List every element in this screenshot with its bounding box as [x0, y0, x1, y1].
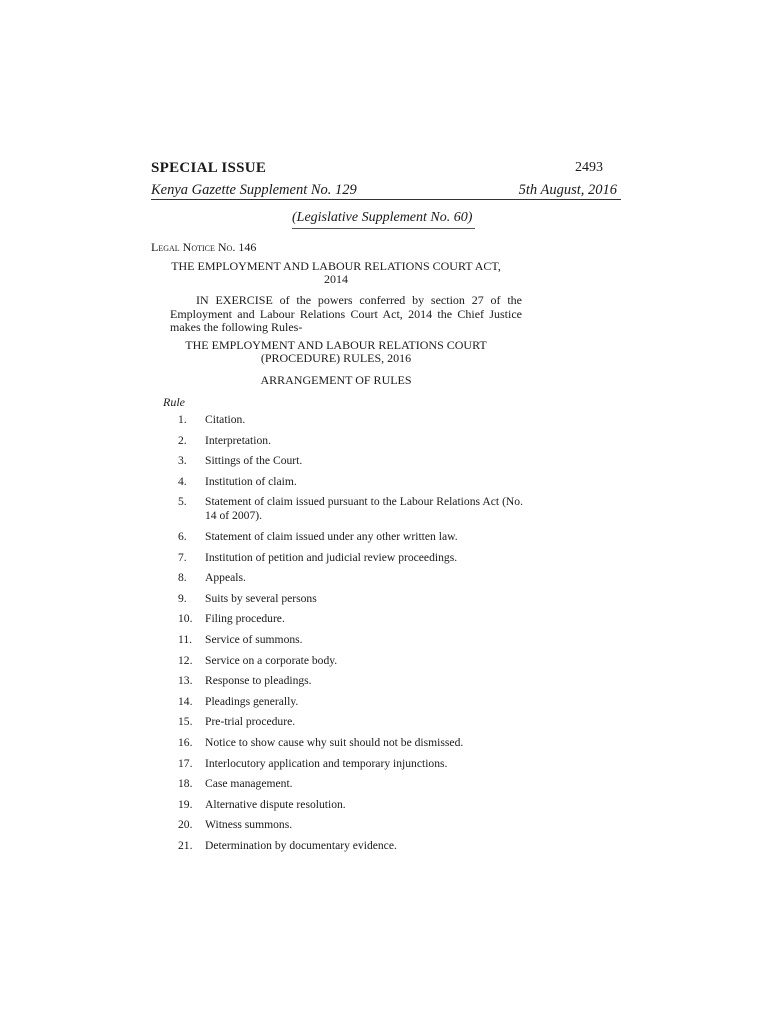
rule-text: Pre-trial procedure. — [205, 715, 296, 729]
exercise-paragraph: IN EXERCISE of the powers conferred by section 27 of the Employment and Labour Relations Court Act, 2014 the Chief Justice makes the following Rules- — [170, 293, 522, 334]
rules-title — [150, 339, 522, 365]
rule-item — [170, 434, 530, 448]
rule-number: 18. — [178, 777, 193, 791]
act-title — [150, 260, 522, 286]
publication-date: 5th August, 2016 — [518, 182, 617, 198]
rules-list — [170, 413, 530, 853]
rule-number: 8. — [178, 571, 187, 585]
rule-number: 4. — [178, 474, 187, 488]
act-title-line1: THE EMPLOYMENT AND LABOUR RELATIONS COURT ACT, — [171, 259, 501, 273]
rule-item — [170, 475, 530, 489]
rule-text: Response to pleadings. — [205, 674, 312, 688]
rule-number: 9. — [178, 591, 187, 605]
rule-item — [170, 757, 530, 771]
rule-number: 12. — [178, 653, 193, 667]
rule-number: 10. — [178, 612, 193, 626]
rule-text: Service on a corporate body. — [205, 653, 338, 667]
rule-text: Statement of claim issued under any other written law. — [205, 529, 458, 543]
rule-text: Filing procedure. — [205, 612, 285, 626]
rule-text: Determination by documentary evidence. — [205, 838, 397, 852]
rule-number: 3. — [178, 454, 187, 468]
special-issue-heading: SPECIAL ISSUE — [151, 160, 267, 176]
gazette-supplement: Kenya Gazette Supplement No. 129 — [151, 182, 357, 198]
rule-text: Notice to show cause why suit should not be dismissed. — [205, 735, 464, 749]
page-number: 2493 — [575, 160, 603, 175]
legislative-supplement: (Legislative Supplement No. 60) — [292, 210, 473, 225]
rule-number: 17. — [178, 756, 193, 770]
rule-number: 16. — [178, 735, 193, 749]
rule-item — [170, 654, 530, 668]
rule-text: Institution of petition and judicial review proceedings. — [205, 550, 458, 564]
rule-item — [170, 530, 530, 544]
rule-number: 13. — [178, 674, 193, 688]
rules-title-line1: THE EMPLOYMENT AND LABOUR RELATIONS COURT — [185, 338, 487, 352]
rule-item — [170, 818, 530, 832]
rule-item — [170, 798, 530, 812]
rule-text: Citation. — [205, 413, 246, 426]
rule-item — [170, 551, 530, 565]
rule-text: Service of summons. — [205, 632, 303, 646]
rule-item — [170, 592, 530, 606]
rule-item — [170, 633, 530, 647]
legislative-supplement-underline — [292, 228, 475, 229]
rule-text: Appeals. — [205, 571, 246, 585]
rule-number: 20. — [178, 818, 193, 832]
rule-number: 19. — [178, 797, 193, 811]
rule-item — [170, 715, 530, 729]
rule-item — [170, 495, 530, 523]
rule-number: 15. — [178, 715, 193, 729]
rules-title-line2: (PROCEDURE) RULES, 2016 — [260, 351, 412, 365]
rule-number: 11. — [178, 632, 193, 646]
rule-text: Alternative dispute resolution. — [205, 797, 346, 811]
rule-item — [170, 413, 530, 427]
rule-text: Institution of claim. — [205, 474, 297, 488]
rule-item — [170, 612, 530, 626]
rule-text: Sittings of the Court. — [205, 454, 303, 468]
rule-text: Pleadings generally. — [205, 694, 299, 708]
header-divider — [151, 199, 621, 200]
legal-notice-number: Legal Notice No. 146 — [151, 240, 257, 254]
rule-item — [170, 571, 530, 585]
rule-item — [170, 674, 530, 688]
rule-number: 14. — [178, 694, 193, 708]
act-title-line2: 2014 — [324, 272, 348, 286]
rule-item — [170, 454, 530, 468]
rule-text: Statement of claim issued pursuant to the Labour Relations Act (No. 14 of 2007). — [205, 495, 523, 523]
rule-text: Interlocutory application and temporary injunctions. — [205, 756, 448, 770]
rule-text: Witness summons. — [205, 818, 293, 832]
rule-number: 6. — [178, 529, 187, 543]
rule-text: Case management. — [205, 777, 293, 791]
rule-number: 5. — [178, 495, 187, 509]
arrangement-heading: ARRANGEMENT OF RULES — [260, 373, 412, 387]
rule-item — [170, 736, 530, 750]
rule-item — [170, 839, 530, 853]
rule-number: 7. — [178, 550, 187, 564]
rule-text: Suits by several persons — [205, 591, 317, 605]
rule-number: 21. — [178, 838, 193, 852]
rule-column-label: Rule — [163, 395, 185, 409]
rule-number: 2. — [178, 433, 187, 447]
rule-text: Interpretation. — [205, 433, 271, 447]
rule-number: 1. — [178, 413, 187, 426]
rule-item — [170, 777, 530, 791]
rule-item — [170, 695, 530, 709]
